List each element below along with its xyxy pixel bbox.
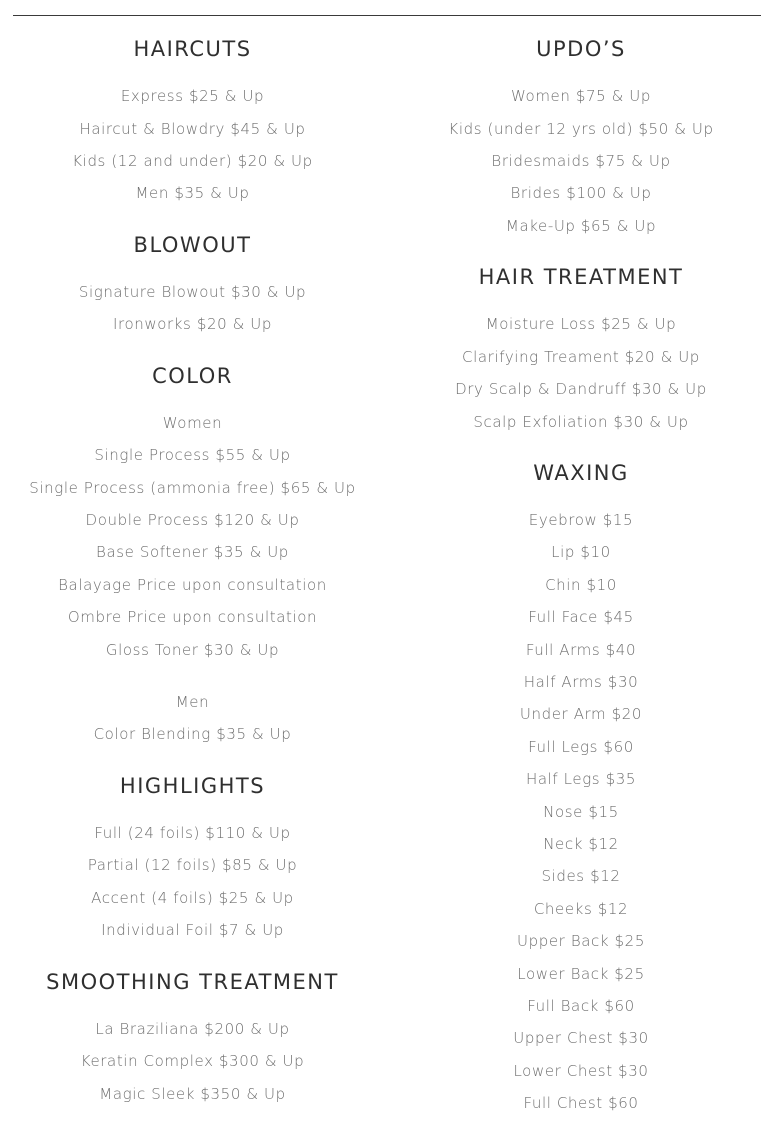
price-item: Make-Up $65 & Up xyxy=(505,217,657,235)
price-item: Dry Scalp & Dandruff $30 & Up xyxy=(455,380,707,398)
waxing-heading: WAXING xyxy=(533,461,629,485)
price-item: Bridesmaids $75 & Up xyxy=(491,152,671,170)
highlights-heading: HIGHLIGHTS xyxy=(119,774,266,798)
price-item: Kids (under 12 yrs old) $50 & Up xyxy=(448,120,714,138)
price-item: Moisture Loss $25 & Up xyxy=(485,315,677,333)
price-item: Cheeks $12 xyxy=(533,900,629,918)
price-item: Half Legs $35 xyxy=(525,770,637,788)
price-item: Single Process (ammonia free) $65 & Up xyxy=(29,479,356,497)
hair-treatment-heading: HAIR TREATMENT xyxy=(478,265,684,289)
price-item: Ombre Price upon consultation xyxy=(67,608,318,626)
price-item: Scalp Exfoliation $30 & Up xyxy=(473,413,689,431)
top-divider xyxy=(13,15,761,16)
updos-heading: UPDO’S xyxy=(536,37,626,61)
price-item: Base Softener $35 & Up xyxy=(96,543,289,561)
price-item: Express $25 & Up xyxy=(120,87,265,105)
price-item: Neck $12 xyxy=(543,835,619,853)
price-item: Kids (12 and under) $20 & Up xyxy=(72,152,313,170)
smoothing-treatment-heading: SMOOTHING TREATMENT xyxy=(46,970,339,994)
price-item: Half Arms $30 xyxy=(523,673,639,691)
price-item: Accent (4 foils) $25 & Up xyxy=(91,889,294,907)
price-item: Women $75 & Up xyxy=(510,87,651,105)
color-heading: COLOR xyxy=(152,364,233,388)
price-item: Color Blending $35 & Up xyxy=(93,725,292,743)
price-item: Keratin Complex $300 & Up xyxy=(80,1052,305,1070)
price-item: Ironworks $20 & Up xyxy=(113,315,272,333)
price-item: Brides $100 & Up xyxy=(510,184,652,202)
price-item: Lower Chest $30 xyxy=(513,1062,649,1080)
blowout-heading: BLOWOUT xyxy=(133,233,252,257)
price-item: Sides $12 xyxy=(541,867,621,885)
price-item: Clarifying Treament $20 & Up xyxy=(462,348,700,366)
price-item: Chin $10 xyxy=(545,576,617,594)
price-item: Gloss Toner $30 & Up xyxy=(105,641,280,659)
price-item: Partial (12 foils) $85 & Up xyxy=(87,856,298,874)
price-item: Lip $10 xyxy=(551,543,611,561)
price-item: Balayage Price upon consultation xyxy=(58,576,327,594)
price-item: Full Arms $40 xyxy=(525,641,637,659)
color-men-label: Men xyxy=(175,693,210,711)
price-item: Single Process $55 & Up xyxy=(94,446,291,464)
price-item: Eyebrow $15 xyxy=(528,511,634,529)
price-item: Full (24 foils) $110 & Up xyxy=(94,824,291,842)
price-item: Double Process $120 & Up xyxy=(85,511,300,529)
price-item: Magic Sleek $350 & Up xyxy=(99,1085,286,1103)
color-women-label: Women xyxy=(162,414,223,432)
price-item: Signature Blowout $30 & Up xyxy=(78,283,307,301)
price-item: Upper Back $25 xyxy=(517,932,645,950)
price-item: Individual Foil $7 & Up xyxy=(101,921,284,939)
price-item: Under Arm $20 xyxy=(519,705,643,723)
price-item: Full Chest $60 xyxy=(523,1094,639,1112)
price-item: Full Face $45 xyxy=(528,608,634,626)
price-item: Haircut & Blowdry $45 & Up xyxy=(79,120,306,138)
price-item: Nose $15 xyxy=(543,803,619,821)
price-item: Lower Back $25 xyxy=(517,965,645,983)
price-item: Full Back $60 xyxy=(527,997,635,1015)
price-item: Upper Chest $30 xyxy=(513,1029,649,1047)
price-item: Men $35 & Up xyxy=(135,184,250,202)
haircuts-heading: HAIRCUTS xyxy=(133,37,252,61)
price-item: La Braziliana $200 & Up xyxy=(95,1020,290,1038)
price-item: Full Legs $60 xyxy=(528,738,634,756)
